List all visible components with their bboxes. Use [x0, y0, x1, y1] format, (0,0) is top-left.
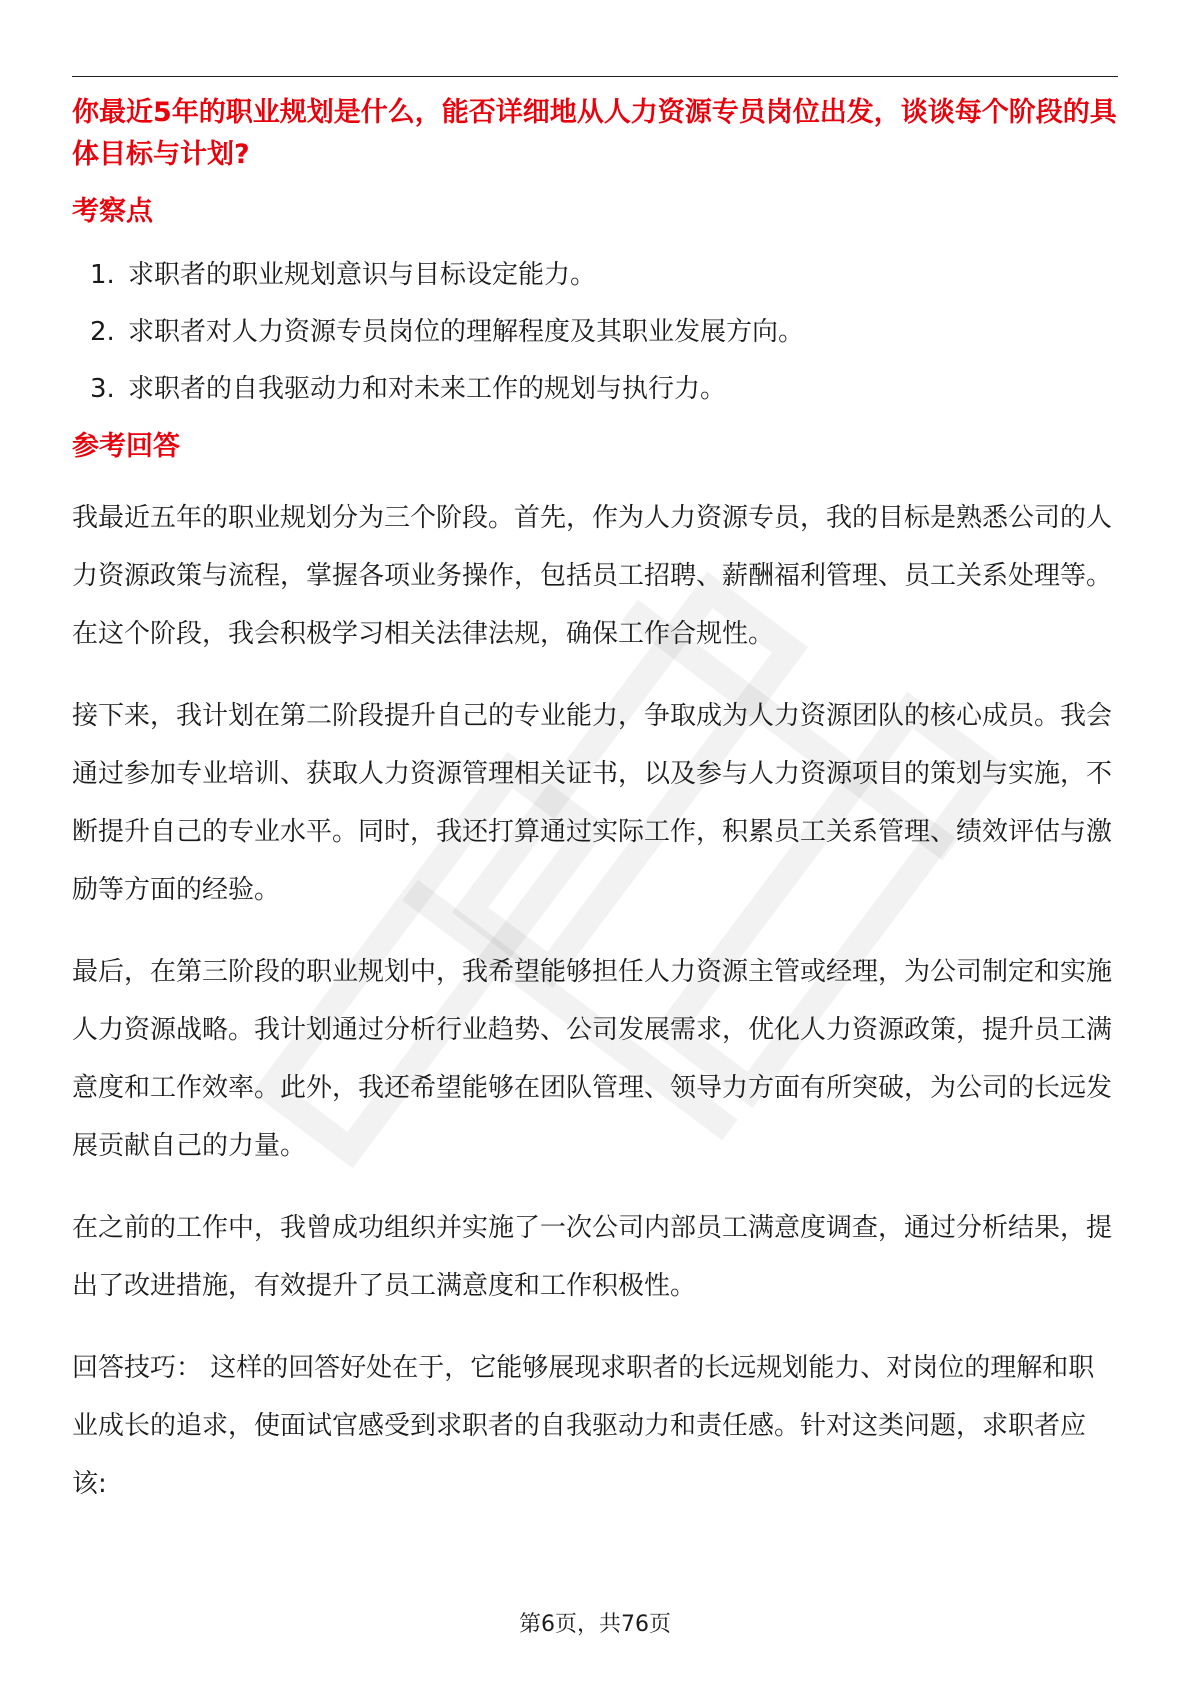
page-footer: 第6页，共76页	[519, 1612, 671, 1637]
list-item-text: 求职者的自我驱动力和对未来工作的规划与执行力。	[128, 374, 727, 404]
answer-paragraph: 我最近五年的职业规划分为三个阶段。首先，作为人力资源专员，我的目标是熟悉公司的人力资源政策与流程，掌握各项业务操作，包括员工招聘、薪酬福利管理、员工关系处理等。在这个阶段，我会积极学习相关法律法规，确保工作合规性。	[72, 503, 1113, 649]
answer-heading: 参考回答	[72, 431, 180, 462]
top-rule	[72, 76, 1118, 77]
points-heading: 考察点	[72, 196, 153, 227]
list-item-number: 1.	[90, 260, 115, 290]
list-item-text: 求职者对人力资源专员岗位的理解程度及其职业发展方向。	[128, 317, 805, 347]
list-item	[72, 313, 1118, 351]
list-item	[72, 370, 1118, 408]
question-title: 你最近5年的职业规划是什么，能否详细地从人力资源专员岗位出发，谈谈每个阶段的具体目标与计划?	[72, 97, 1117, 170]
list-item-text: 求职者的职业规划意识与目标设定能力。	[128, 260, 597, 290]
answer-paragraph: 接下来，我计划在第二阶段提升自己的专业能力，争取成为人力资源团队的核心成员。我会通过参加专业培训、获取人力资源管理相关证书，以及参与人力资源项目的策划与实施，不断提升自己的专业水平。同时，我还打算通过实际工作，积累员工关系管理、绩效评估与激励等方面的经验。	[72, 701, 1113, 905]
list-item	[72, 256, 1118, 294]
content	[72, 92, 1118, 1513]
list-item-number: 3.	[90, 374, 115, 404]
tips-paragraph: 回答技巧： 这样的回答好处在于，它能够展现求职者的长远规划能力、对岗位的理解和职业成长的追求，使面试官感受到求职者的自我驱动力和责任感。针对这类问题，求职者应该:	[72, 1353, 1095, 1499]
answer-paragraph: 最后，在第三阶段的职业规划中，我希望能够担任人力资源主管或经理，为公司制定和实施人力资源战略。我计划通过分析行业趋势、公司发展需求，优化人力资源政策，提升员工满意度和工作效率。此外，我还希望能够在团队管理、领导力方面有所突破，为公司的长远发展贡献自己的力量。	[72, 957, 1113, 1161]
answer-paragraph: 在之前的工作中，我曾成功组织并实施了一次公司内部员工满意度调查，通过分析结果，提出了改进措施，有效提升了员工满意度和工作积极性。	[72, 1213, 1113, 1301]
list-item-number: 2.	[90, 317, 115, 347]
points-list	[72, 256, 1118, 408]
